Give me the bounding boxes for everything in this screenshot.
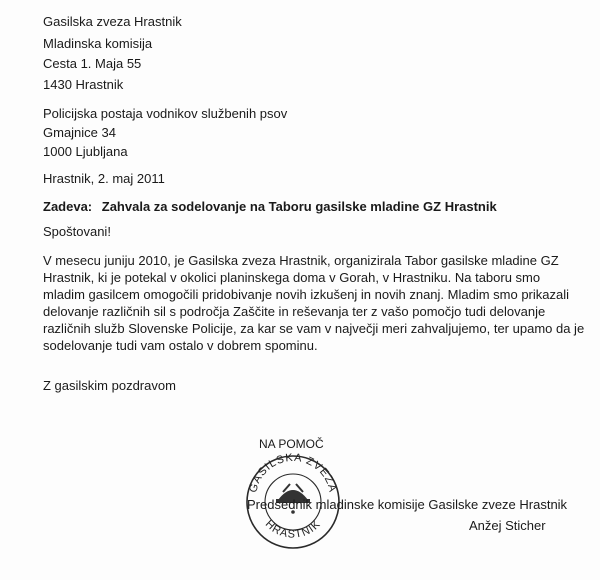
greeting: Spoštovani! — [43, 224, 111, 239]
sender-city: 1430 Hrastnik — [43, 77, 124, 92]
stamp-motto: NA POMOČ — [259, 437, 324, 451]
recipient-street: Gmajnice 34 — [43, 125, 116, 140]
body-line: delovanje različnih sil s področja Zaščite in reševanja ter z vašo pomočjo tudi delovanje — [43, 304, 546, 319]
body-line: mladim gasilcem omogočili pridobivanje novih izkušenj in novih znanj. Mladim smo prikazali — [43, 287, 570, 302]
subject-line — [43, 199, 497, 215]
closing: Z gasilskim pozdravom — [43, 378, 176, 393]
subject-label: Zadeva: — [43, 199, 93, 214]
body-line: V mesecu juniju 2010, je Gasilska zveza Hrastnik, organizirala Tabor gasilske mladine GZ — [43, 253, 559, 268]
letter-date: Hrastnik, 2. maj 2011 — [43, 171, 165, 186]
letter-body — [43, 252, 585, 354]
signature-name: Anžej Sticher — [469, 518, 546, 533]
fire-brigade-stamp-icon — [238, 440, 348, 550]
stamp-top-text: GASILSKA ZVEZA — [247, 451, 339, 494]
recipient-city: 1000 Ljubljana — [43, 144, 128, 159]
recipient-name: Policijska postaja vodnikov službenih psov — [43, 106, 288, 121]
body-line: sodelovanje tudi vam ostalo v dobrem spominu. — [43, 338, 318, 353]
signature-title: Predsednik mladinske komisije Gasilske zveze Hrastnik — [247, 497, 568, 512]
sender-name: Gasilska zveza Hrastnik — [43, 14, 182, 29]
body-line: različnih služb Slovenske Policije, za kar se vam v največji meri zahvaljujemo, ter upamo da je — [43, 321, 585, 336]
stamp-bottom-text: HRASTNIK — [262, 517, 324, 541]
sender-street: Cesta 1. Maja 55 — [43, 56, 142, 71]
sender-department: Mladinska komisija — [43, 36, 153, 51]
body-line: Hrastnik, ki je potekal v okolici planinskega doma v Gorah, v Hrastniku. Na taboru smo — [43, 270, 541, 285]
subject-text: Zahvala za sodelovanje na Taboru gasilske mladine GZ Hrastnik — [101, 199, 497, 214]
